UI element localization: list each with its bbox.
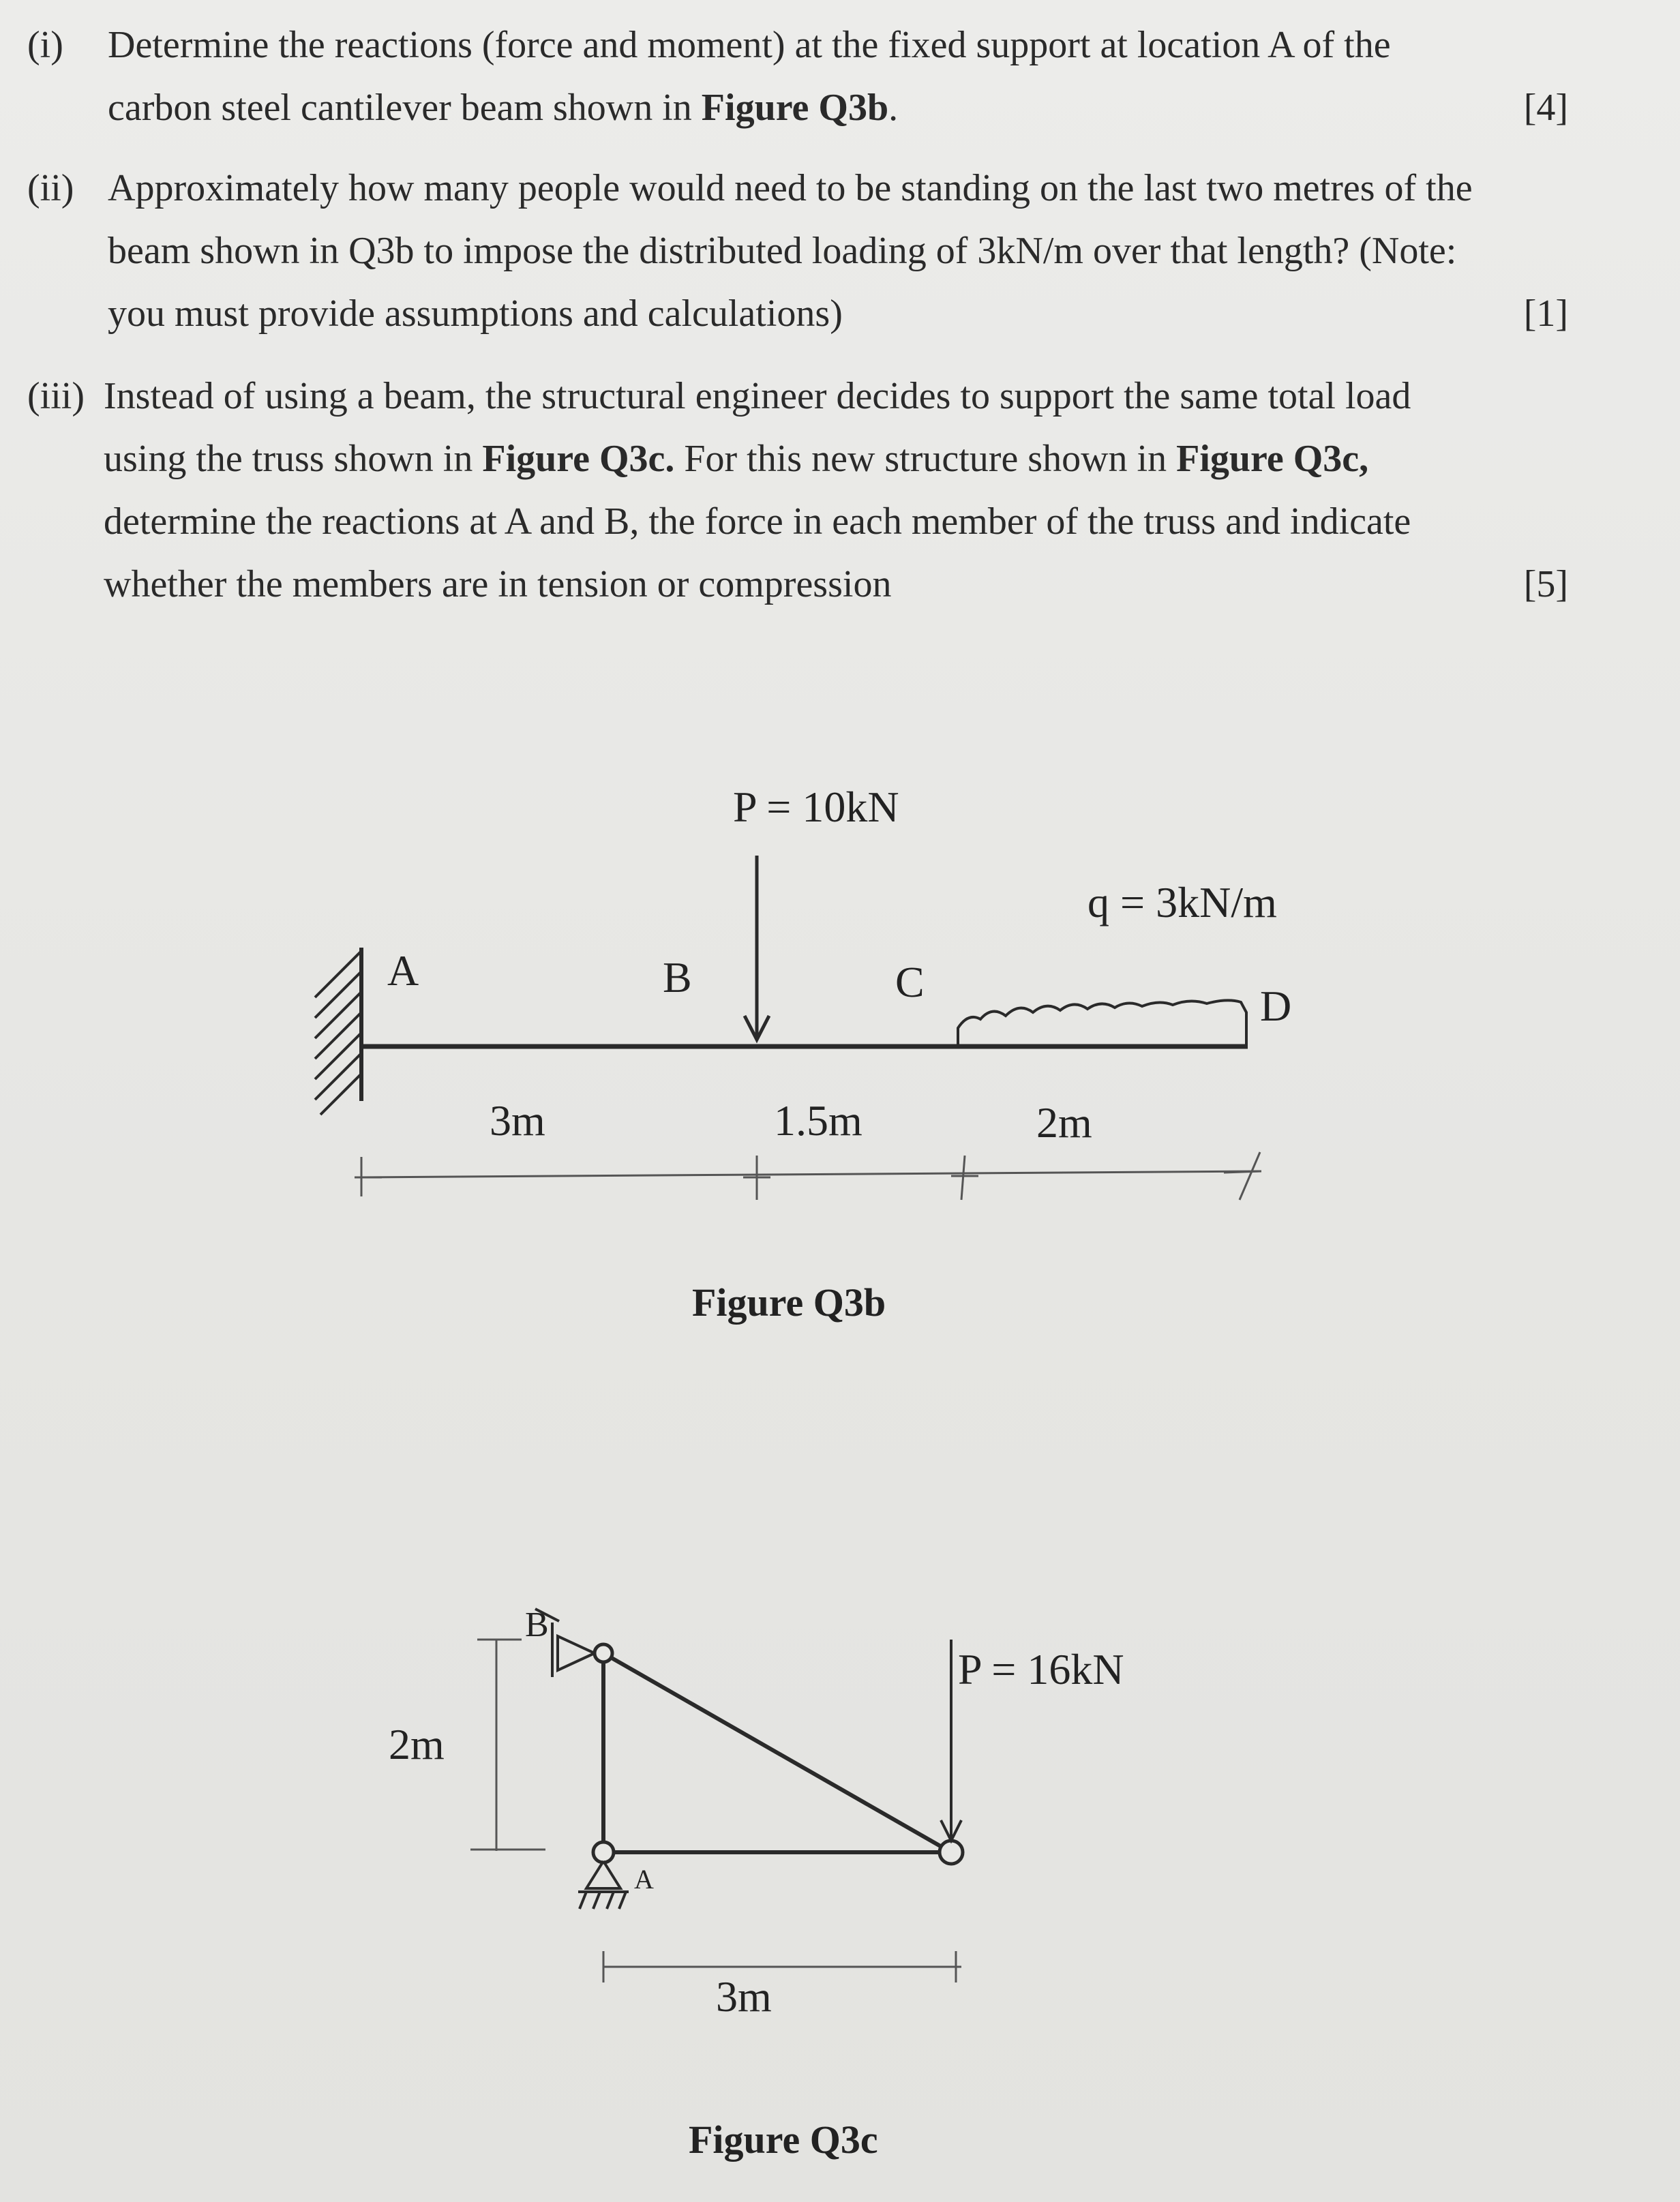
point-load-label: P = 10kN: [733, 783, 899, 831]
marks: [4]: [1523, 87, 1568, 129]
point-d-label: D: [1260, 982, 1292, 1030]
point-load-arrow: [745, 856, 769, 1040]
question-number: (i): [27, 24, 63, 66]
question-line: [108, 76, 898, 139]
dimension-line: [361, 1171, 1261, 1177]
punctuation: .: [888, 87, 899, 129]
question-text: beam shown in Q3b to impose the distributed loading of 3kN/m over that length? (Note:: [108, 230, 1457, 272]
dimension-height: [470, 1640, 545, 1851]
height-dimension-label: 2m: [389, 1720, 445, 1768]
question-text: determine the reactions at A and B, the force in each member of the truss and indicate: [104, 500, 1411, 543]
top-support-label: B: [525, 1605, 549, 1644]
joint-bottom-right: [940, 1841, 963, 1864]
figure-reference: Figure Q3c,: [1176, 438, 1369, 480]
point-a-label: A: [387, 946, 419, 995]
question-line: [108, 220, 1594, 282]
question-line: [108, 282, 843, 345]
dimension-label: 2m: [1036, 1098, 1092, 1147]
question-line: [108, 157, 1594, 220]
marks: [5]: [1523, 563, 1568, 605]
point-b-label: B: [663, 953, 692, 1001]
truss-member-diagonal: [603, 1653, 951, 1852]
distributed-load-label: q = 3kN/m: [1088, 878, 1277, 926]
joint-top: [595, 1644, 612, 1662]
figure-reference: Figure Q3b: [701, 87, 889, 129]
figure-caption: Figure Q3b: [692, 1280, 886, 1325]
question-text: Determine the reactions (force and moment) at the fixed support at location A of the: [108, 24, 1391, 66]
wall-hatching: [315, 951, 361, 1115]
bottom-support: [578, 1861, 629, 1909]
point-c-label: C: [895, 958, 925, 1006]
question-text: using the truss shown in: [104, 438, 483, 480]
question-text: whether the members are in tension or compression: [104, 563, 892, 605]
dimension-label: 3m: [490, 1096, 545, 1145]
question-line: [104, 490, 1590, 553]
dimension-label: 1.5m: [774, 1096, 862, 1145]
load-label: P = 16kN: [958, 1645, 1124, 1693]
question-text: carbon steel cantilever beam shown in: [108, 87, 702, 129]
marks: [1]: [1523, 292, 1568, 335]
figure-reference: Figure Q3c.: [482, 438, 675, 480]
question-number: (iii): [27, 375, 85, 417]
question-text: For this new structure shown in: [674, 438, 1177, 480]
figure-caption: Figure Q3c: [689, 2117, 878, 2162]
joint-bottom-left: [593, 1842, 614, 1862]
bottom-support-label: A: [634, 1864, 654, 1895]
figure-q3b-diagram: [0, 736, 1680, 1377]
figure-q3c-diagram: [0, 1568, 1680, 2182]
dimension-width: [603, 1951, 961, 1982]
question-line: [108, 14, 1594, 76]
question-line: [104, 427, 1368, 490]
question-text: you must provide assumptions and calculations): [108, 292, 843, 335]
question-number: (ii): [27, 167, 74, 209]
question-text: Approximately how many people would need to be standing on the last two metres of the: [108, 167, 1473, 209]
question-line: [104, 553, 891, 616]
question-text: Instead of using a beam, the structural engineer decides to support the same total load: [104, 375, 1411, 417]
distributed-load-squiggle: [958, 1000, 1246, 1046]
question-line: [104, 365, 1590, 427]
width-dimension-label: 3m: [716, 1972, 772, 2021]
